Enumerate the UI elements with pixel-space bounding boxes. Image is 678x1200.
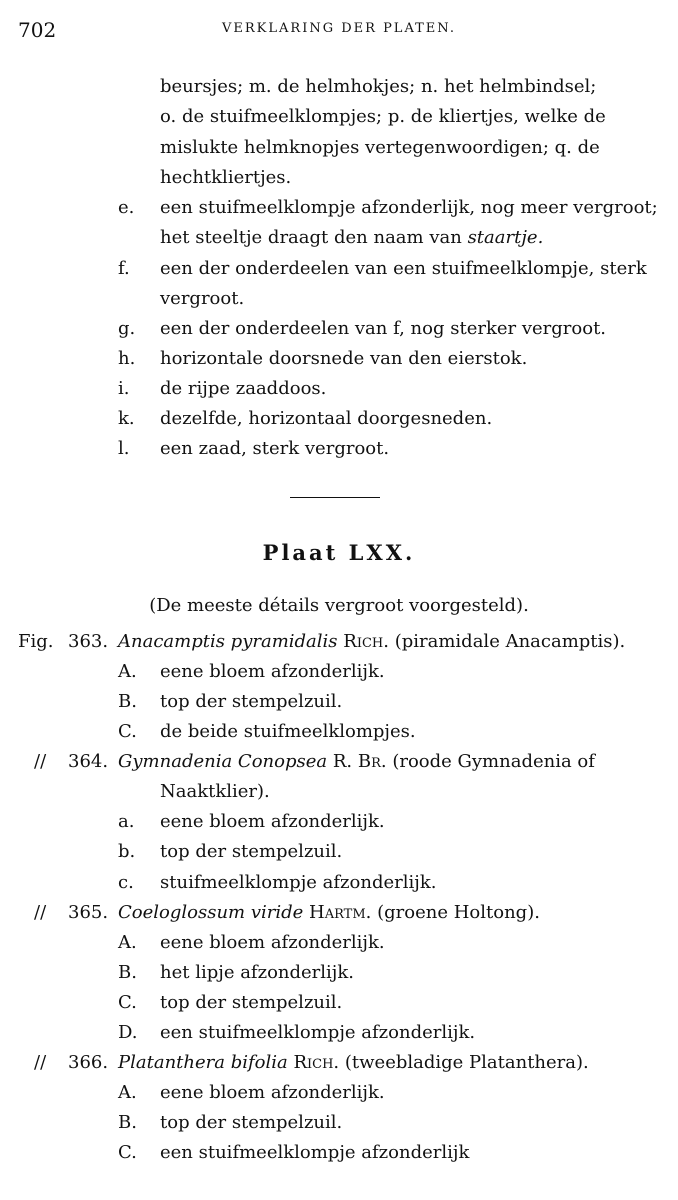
continued-line: mislukte helmknopjes vertegenwoordigen; q. de [160, 137, 600, 158]
item-label: B. [118, 691, 137, 712]
figure-heading [118, 633, 625, 651]
item-label: A. [118, 932, 137, 953]
item-text: een stuifmeelklompje afzonderlijk [160, 1142, 470, 1163]
item-label: f. [118, 258, 130, 279]
item-text: een stuifmeelklompje afzonderlijk, nog meer vergroot; [160, 197, 658, 218]
italic-term: staartje. [467, 227, 544, 248]
item-text: top der stempelzuil. [160, 841, 343, 862]
ditto-mark: // [34, 902, 47, 923]
item-text: top der stempelzuil. [160, 1112, 343, 1133]
item-text: het lipje afzonderlijk. [160, 962, 355, 983]
item-text: een stuifmeelklompje afzonderlijk. [160, 1022, 476, 1043]
item-label: l. [118, 438, 130, 459]
species-name: Platanthera bifolia [118, 1052, 288, 1073]
species-name: Anacamptis pyramidalis [118, 631, 338, 652]
ditto-mark: // [34, 751, 47, 772]
item-text: eene bloem afzonderlijk. [160, 661, 385, 682]
figure-heading [118, 904, 540, 922]
common-name-cont: Naaktklier). [160, 781, 270, 802]
item-text: eene bloem afzonderlijk. [160, 1082, 385, 1103]
figure-heading [118, 1054, 589, 1072]
item-label: k. [118, 408, 135, 429]
plate-title: Plaat LXX. [262, 540, 416, 565]
ditto-mark: // [34, 1052, 47, 1073]
item-label: C. [118, 992, 137, 1013]
item-text: een zaad, sterk vergroot. [160, 438, 390, 459]
item-label: e. [118, 197, 135, 218]
item-text: eene bloem afzonderlijk. [160, 932, 385, 953]
item-label: A. [118, 661, 137, 682]
item-label: c. [118, 872, 134, 893]
item-text: de rijpe zaaddoos. [160, 378, 327, 399]
item-label: C. [118, 1142, 137, 1163]
item-text: top der stempelzuil. [160, 691, 343, 712]
figure-prefix: Fig. [18, 631, 54, 652]
item-label: D. [118, 1022, 138, 1043]
common-name: (piramidale Anacamptis). [394, 631, 626, 652]
item-text: een der onderdeelen van een stuifmeelklompje, sterk [160, 258, 647, 279]
item-text: horizontale doorsnede van den eierstok. [160, 348, 528, 369]
item-text: het steeltje draagt den naam van staartje. [160, 227, 544, 248]
item-label: a. [118, 811, 135, 832]
item-label: h. [118, 348, 136, 369]
item-text: dezelfde, horizontaal doorgesneden. [160, 408, 493, 429]
item-text: de beide stuifmeelklompjes. [160, 721, 416, 742]
figure-number: 365. [68, 902, 109, 923]
section-divider [290, 497, 380, 498]
item-label: B. [118, 962, 137, 983]
common-name: (roode Gymnadenia of [392, 751, 595, 772]
item-label: g. [118, 318, 136, 339]
species-name: Gymnadenia Conopsea [118, 751, 328, 772]
continued-line: o. de stuifmeelklompjes; p. de kliertjes, welke de [160, 106, 606, 127]
author: R. Br. [332, 751, 387, 772]
figure-heading [118, 753, 595, 771]
continued-line: beursjes; m. de helmhokjes; n. het helmbindsel; [160, 76, 597, 97]
item-label: i. [118, 378, 130, 399]
running-header: VERKLARING DER PLATEN. [222, 21, 456, 36]
author: Rich. [293, 1052, 340, 1073]
item-text: eene bloem afzonderlijk. [160, 811, 385, 832]
page-number: 702 [18, 18, 57, 42]
item-text: top der stempelzuil. [160, 992, 343, 1013]
item-label: b. [118, 841, 136, 862]
common-name: (groene Holtong). [377, 902, 540, 923]
figure-number: 364. [68, 751, 109, 772]
plate-intro: (De meeste détails vergroot voorgesteld). [149, 595, 529, 616]
item-label: B. [118, 1112, 137, 1133]
figure-number: 366. [68, 1052, 109, 1073]
author: Hartm. [309, 902, 372, 923]
author: Rich. [343, 631, 389, 652]
continued-line: hechtkliertjes. [160, 167, 292, 188]
figure-number: 363. [68, 631, 109, 652]
item-text: een der onderdeelen van f, nog sterker vergroot. [160, 318, 607, 339]
species-name: Coeloglossum viride [118, 902, 304, 923]
item-label: A. [118, 1082, 137, 1103]
item-text: stuifmeelklompje afzonderlijk. [160, 872, 437, 893]
common-name: (tweebladige Platanthera). [344, 1052, 589, 1073]
item-text: vergroot. [160, 288, 245, 309]
item-label: C. [118, 721, 137, 742]
